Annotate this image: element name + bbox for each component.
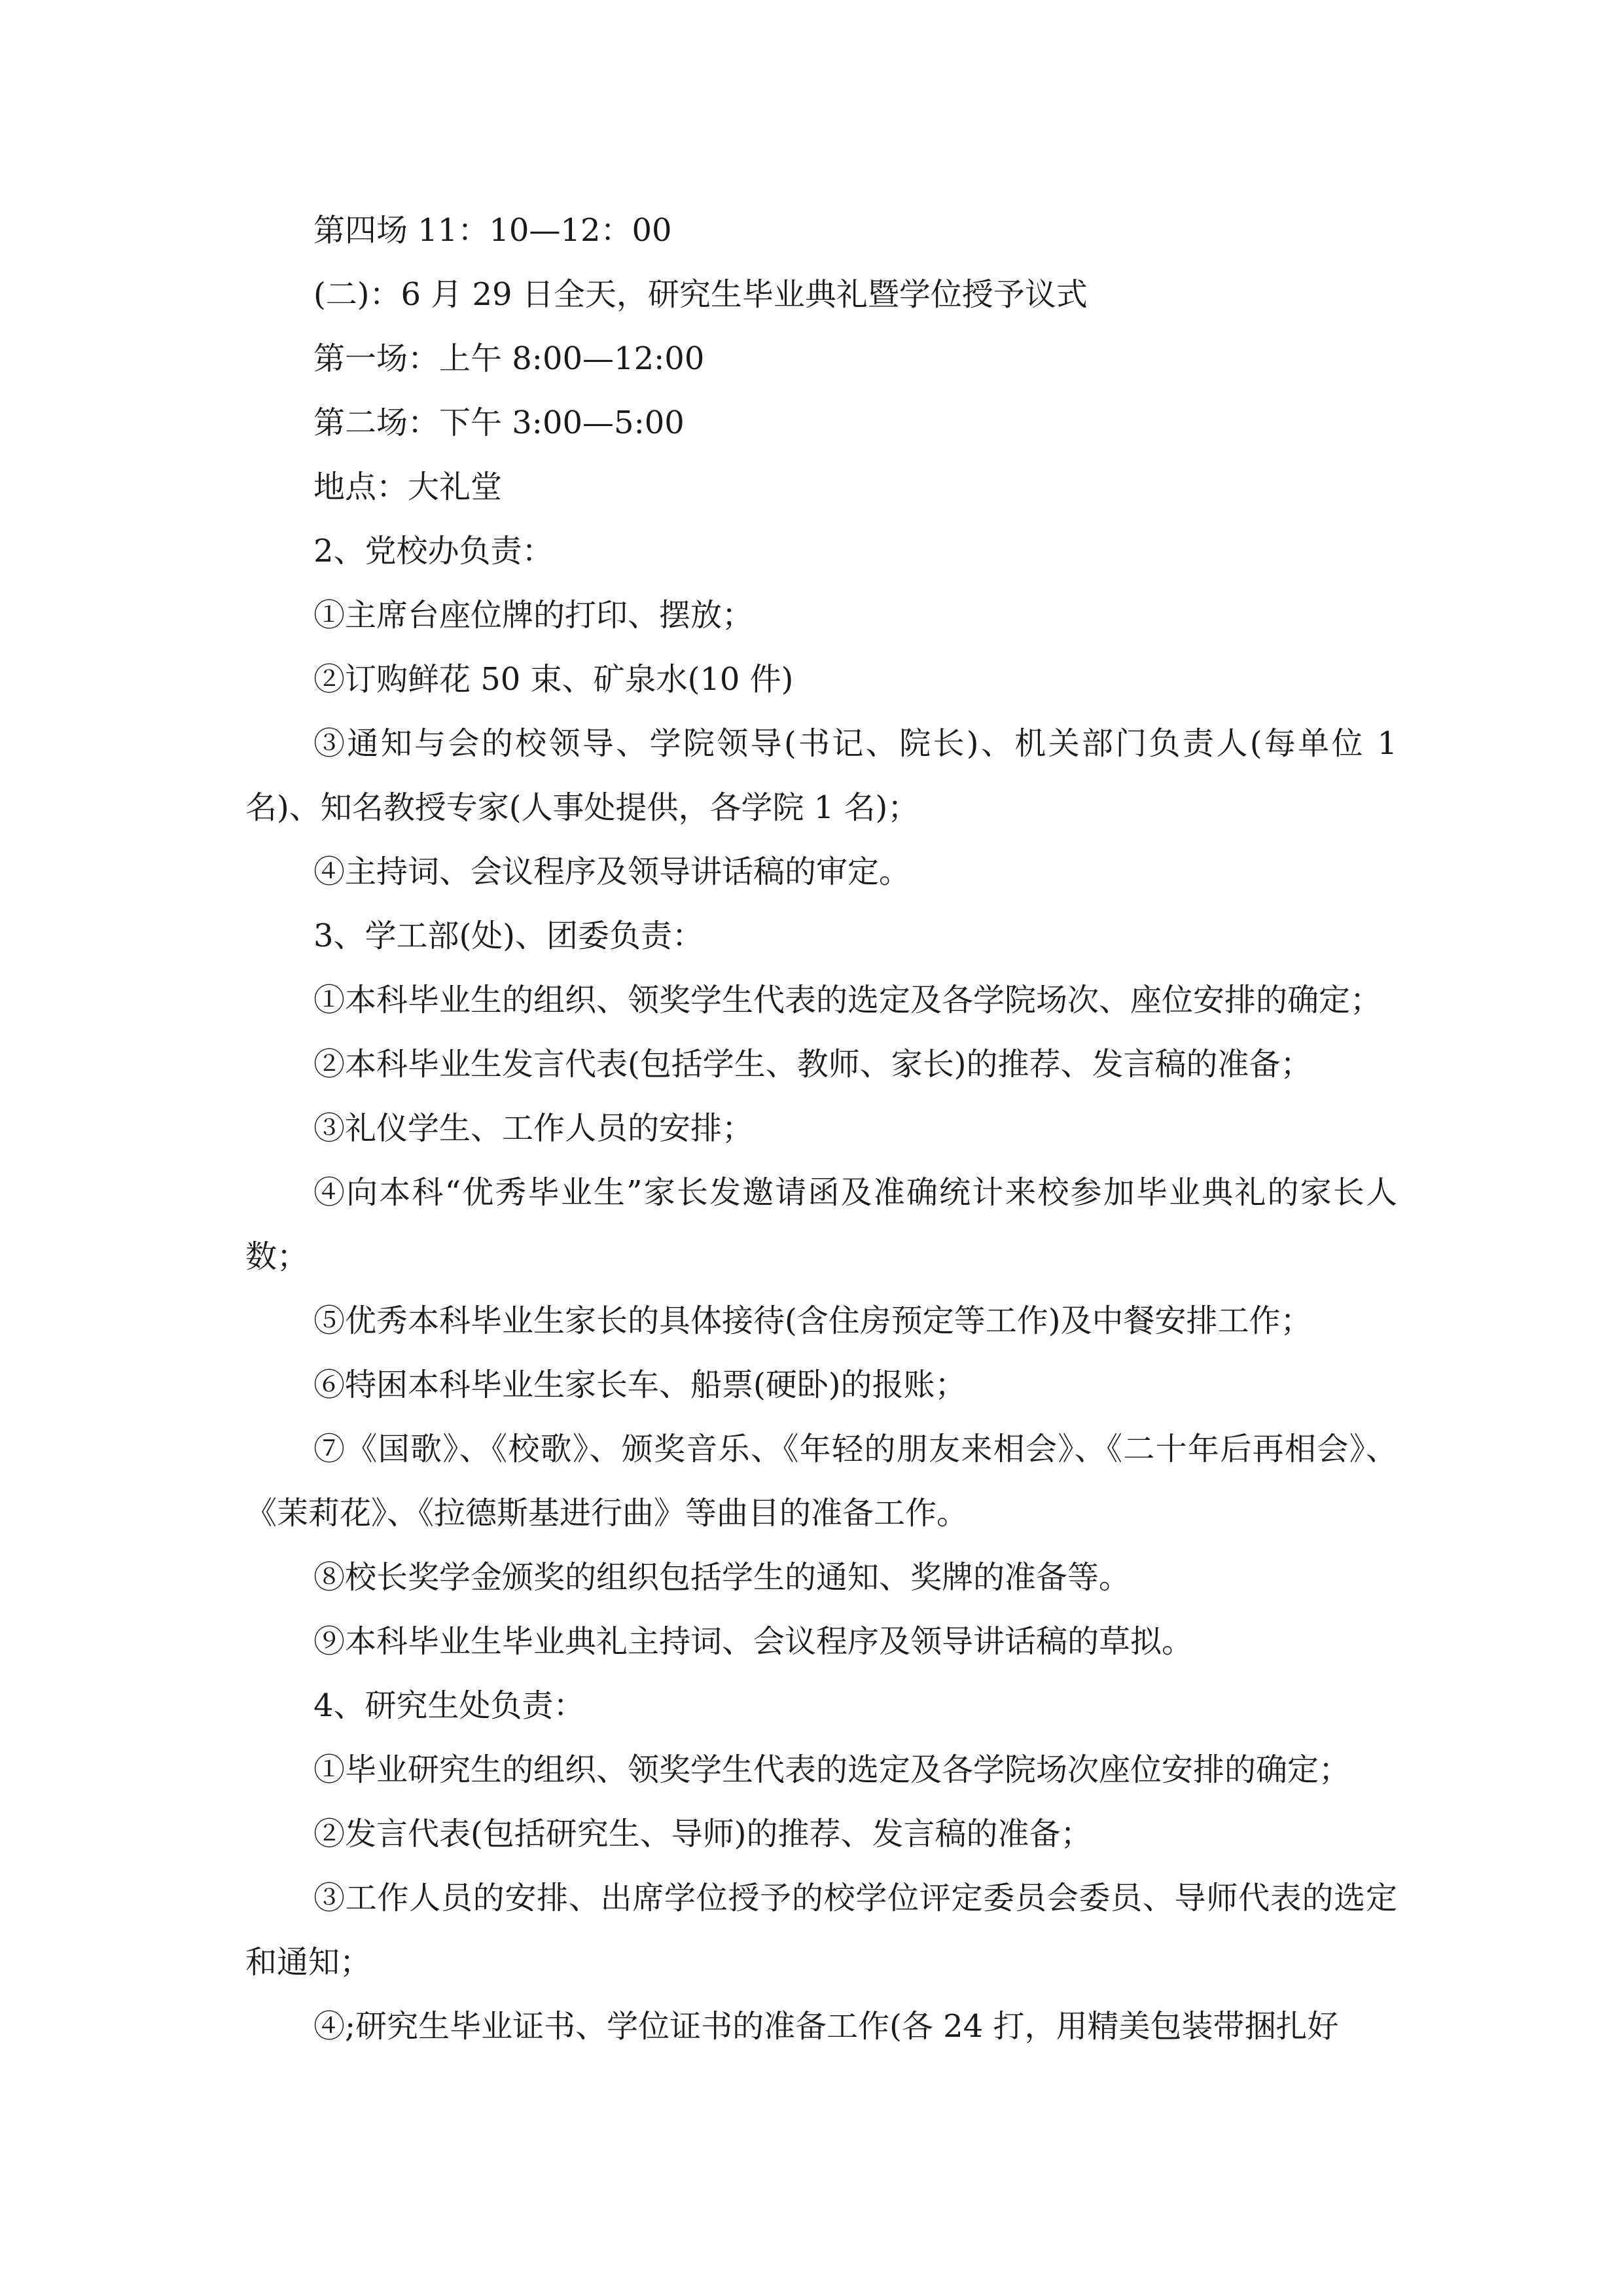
session-one-time: 第一场：上午 8:00—12:00 bbox=[313, 340, 705, 377]
section-3-item-5: ⑤优秀本科毕业生家长的具体接待(含住房预定等工作)及中餐安排工作； bbox=[313, 1302, 1312, 1339]
document-body bbox=[245, 198, 1408, 2058]
section-2-item-1: ①主席台座位牌的打印、摆放； bbox=[313, 597, 754, 634]
graduate-ceremony-heading: (二)：6 月 29 日全天，研究生毕业典礼暨学位授予议式 bbox=[313, 276, 1088, 313]
section-3-heading: 3、学工部(处)、团委负责： bbox=[313, 918, 704, 954]
session-two-time: 第二场：下午 3:00—5:00 bbox=[313, 404, 685, 441]
section-3-item-7: ⑦《国歌》、《校歌》、颁奖音乐、《年轻的朋友来相会》、《二十年后再相会》、《茉莉花》、《拉德斯基进行曲》等曲目的准备工作。 bbox=[245, 1431, 1397, 1532]
section-3-item-4: ④向本科“优秀毕业生”家长发邀请函及准确统计来校参加毕业典礼的家长人数； bbox=[245, 1174, 1397, 1275]
section-4-item-3: ③工作人员的安排、出席学位授予的校学位评定委员会委员、导师代表的选定和通知； bbox=[245, 1880, 1397, 1981]
section-3-item-9: ⑨本科毕业生毕业典礼主持词、会议程序及领导讲话稿的草拟。 bbox=[313, 1623, 1194, 1660]
section-4-item-1: ①毕业研究生的组织、领奖学生代表的选定及各学院场次座位安排的确定； bbox=[313, 1751, 1351, 1788]
section-2-item-3: ③通知与会的校领导、学院领导(书记、院长)、机关部门负责人(每单位 1 名)、知名教授专家(人事处提供，各学院 1 名)； bbox=[245, 725, 1408, 826]
section-3-item-2: ②本科毕业生发言代表(包括学生、教师、家长)的推荐、发言稿的准备； bbox=[313, 1046, 1312, 1083]
section-2-item-4: ④主持词、会议程序及领导讲话稿的审定。 bbox=[313, 853, 911, 890]
section-2-heading: 2、党校办负责： bbox=[313, 533, 554, 569]
section-4-item-2: ②发言代表(包括研究生、导师)的推荐、发言稿的准备； bbox=[313, 1816, 1092, 1852]
section-3-item-6: ⑥特困本科毕业生家长车、船票(硬卧)的报账； bbox=[313, 1367, 967, 1403]
section-4-heading: 4、研究生处负责： bbox=[313, 1687, 585, 1724]
section-3-item-3: ③礼仪学生、工作人员的安排； bbox=[313, 1110, 754, 1147]
section-2-item-2: ②订购鲜花 50 束、矿泉水(10 件) bbox=[313, 661, 794, 698]
session-four-time: 第四场 11：10—12：00 bbox=[313, 212, 672, 249]
section-3-item-8: ⑧校长奖学金颁奖的组织包括学生的通知、奖牌的准备等。 bbox=[313, 1559, 1131, 1596]
section-4-item-4: ④;研究生毕业证书、学位证书的准备工作(各 24 打，用精美包装带捆扎好 bbox=[313, 2008, 1339, 2045]
section-3-item-1: ①本科毕业生的组织、领奖学生代表的选定及各学院场次、座位安排的确定； bbox=[313, 982, 1382, 1018]
venue-line: 地点：大礼堂 bbox=[313, 469, 503, 505]
